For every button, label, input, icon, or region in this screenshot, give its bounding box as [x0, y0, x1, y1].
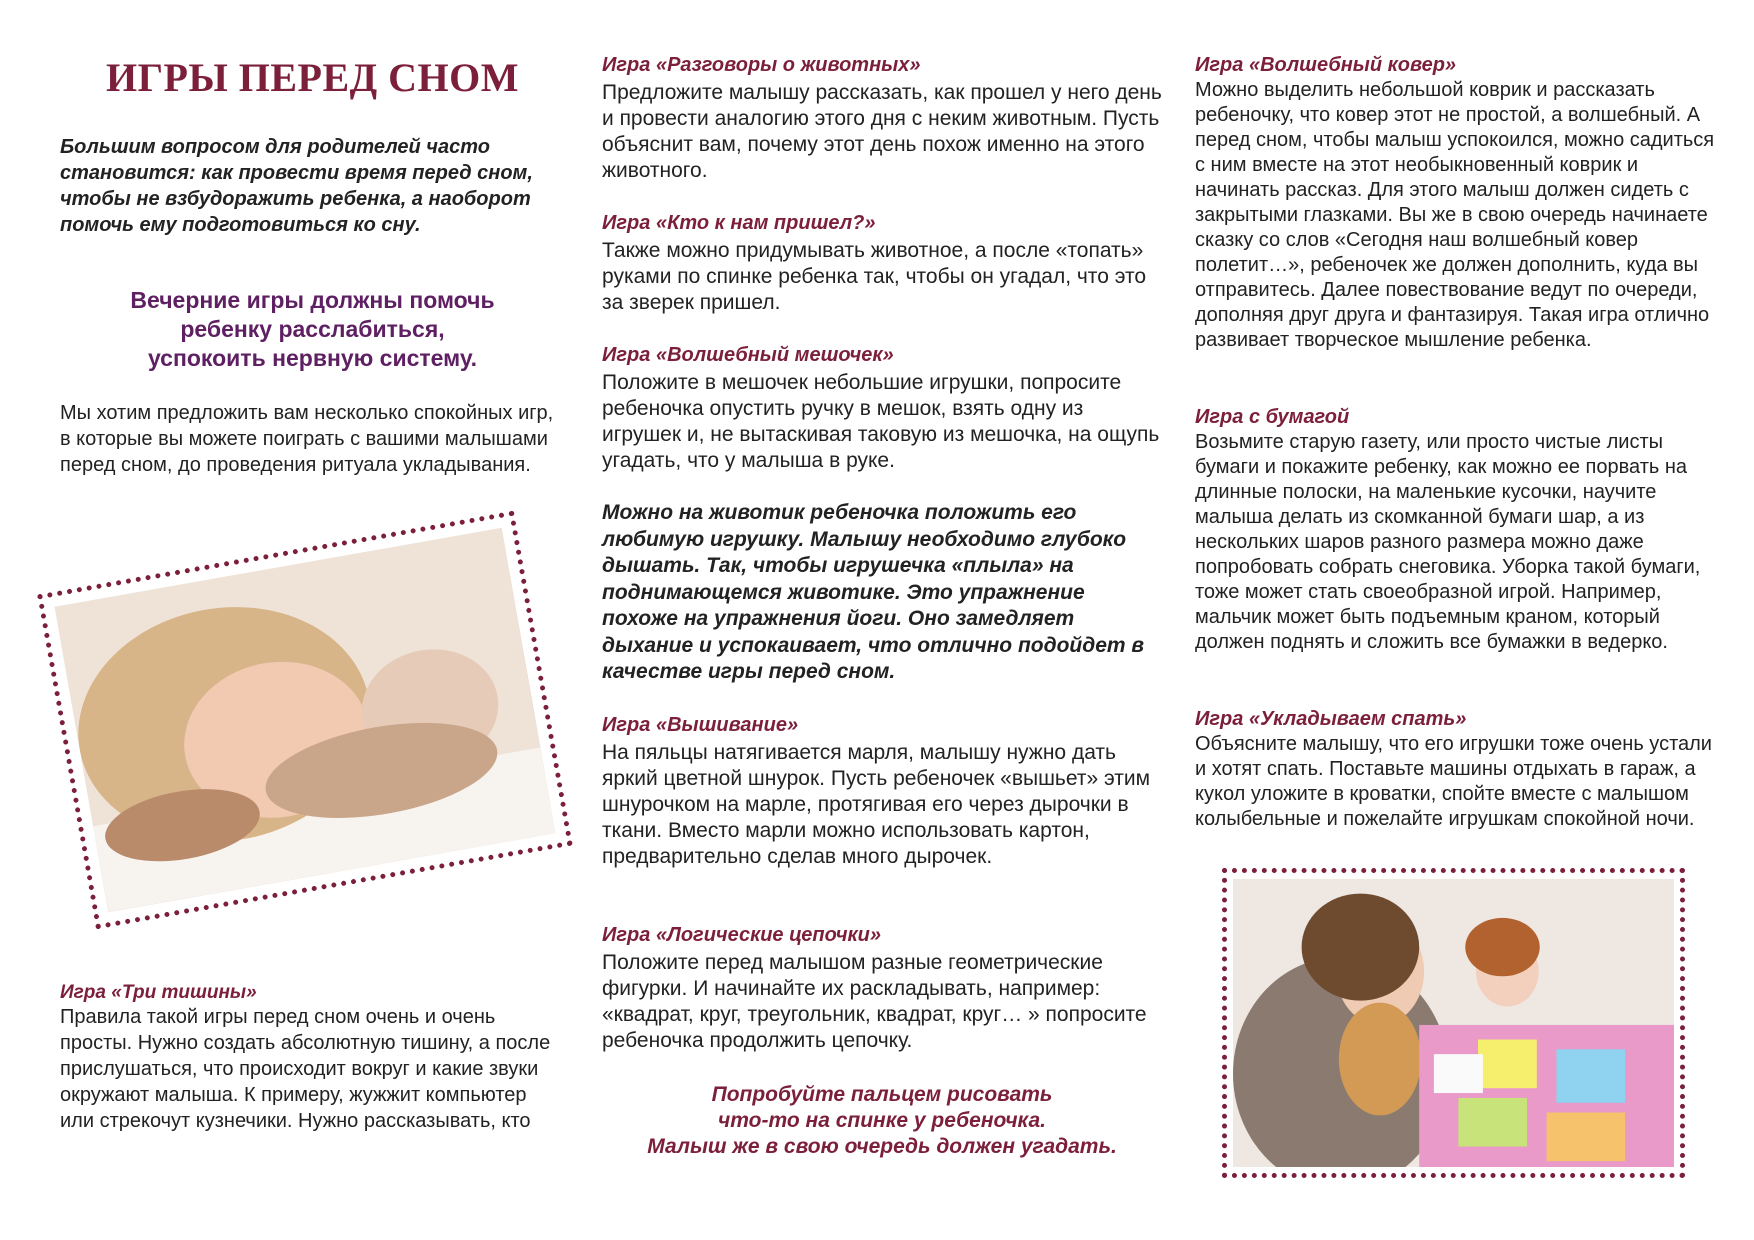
game-animals-body: Предложите малышу рассказать, как прошел у него день и провести аналогию этого дня с неким животным. Пусть объяснит вам, почему этот день похож именно на этого животного. — [602, 81, 1162, 182]
offer-paragraph: Мы хотим предложить вам несколько спокойных игр, в которые вы можете поиграть с вашими малышами перед сном, до проведения ритуала укладывания. — [60, 402, 554, 476]
game-paper-heading: Игра с бумагой — [1195, 406, 1350, 428]
finger-drawing-line-3: Малыш же в свою очередь должен угадать. — [647, 1135, 1117, 1158]
game-who-came-body: Также можно придумывать животное, а после «топать» руками по спинке ребенка так, чтобы он угадал, что это за зверек пришел. — [602, 239, 1147, 314]
game-bag-heading: Игра «Волшебный мешочек» — [602, 344, 894, 366]
accent-line-1: Вечерние игры должны помочь — [130, 287, 495, 313]
game-sleep-heading: Игра «Укладываем спать» — [1195, 708, 1467, 730]
page-title: ИГРЫ ПЕРЕД СНОМ — [105, 55, 520, 100]
game-three-silences-body: Правила такой игры перед сном очень и очень просты. Нужно создать абсолютную тишину, а после прислушаться, что происходит вокруг и какие звуки окружают малыша. К примеру, жужжит компьютер или стрекочут кузнечики. Нужно рассказывать, кто — [60, 1006, 551, 1132]
game-sleep-body: Объясните малышу, что его игрушки тоже очень устали и хотят спать. Поставьте машины отдыхать в гараж, а кукол уложите в кроватки, спойте вместе с малышом колыбельные и пожелайте игрушкам спокойной ночи. — [1195, 733, 1712, 830]
mother-child-photo — [1222, 868, 1685, 1178]
game-bag-body: Положите в мешочек небольшие игрушки, попросите ребеночка опустить ручку в мешок, взять одну из игрушек и, не вытаскивая таковую из мешочка, на ощупь угадать, что у малыша в руке. — [602, 371, 1160, 472]
game-three-silences-heading: Игра «Три тишины» — [60, 982, 257, 1003]
tummy-breathing-note: Можно на животик ребеночка положить его любимую игрушку. Малышу необходимо глубоко дышать. Так, чтобы игрушечка «плыла» на поднимающемся животике. Это упражнение похоже на упражнения йоги. Оно замедляет дыхание и успокаивает, что отлично подойдет в качестве игры перед сном. — [602, 501, 1145, 683]
finger-drawing-line-1: Попробуйте пальцем рисовать — [711, 1083, 1053, 1106]
intro-paragraph: Большим вопросом для родителей часто становится: как провести время перед сном, чтобы не взбудоражить ребенка, а наоборот помочь ему подготовиться ко сну. — [60, 136, 533, 236]
finger-drawing-line-2: что-то на спинке у ребеночка. — [718, 1109, 1046, 1132]
finger-drawing-note — [602, 1082, 1162, 1160]
game-animals-heading: Игра «Разговоры о животных» — [602, 54, 921, 76]
game-chains-body: Положите перед малышом разные геометрические фигурки. И начинайте их раскладывать, например: «квадрат, круг, треугольник, квадрат, круг… » попросите ребеночка продолжить цепочку. — [602, 951, 1147, 1052]
game-paper-body: Возьмите старую газету, или просто чистые листы бумаги и покажите ребенку, как можно ее порвать на длинные полоски, на маленькие кусочки, научите малыша делать из скомканной бумаги шар, а из нескольких шаров разного размера можно даже попробовать собрать снеговика. Уборка такой бумаги, тоже может стать своеобразной игрой. Например, мальчик может быть подъемным краном, который должен поднять и сложить все бумажки в ведерко. — [1195, 431, 1701, 653]
game-chains-heading: Игра «Логические цепочки» — [602, 924, 881, 946]
sleeping-child-photo-frame — [45, 528, 565, 914]
accent-line-2: ребенку расслабиться, — [180, 316, 445, 342]
game-embroidery-heading: Игра «Вышивание» — [602, 714, 799, 736]
game-who-came-heading: Игра «Кто к нам пришел?» — [602, 212, 876, 234]
accent-line-3: успокоить нервную систему. — [147, 345, 478, 371]
game-carpet-heading: Игра «Волшебный ковер» — [1195, 54, 1457, 76]
game-carpet-body: Можно выделить небольшой коврик и рассказать ребеночку, что ковер этот не простой, а волшебный. А перед сном, чтобы малыш успокоился, можно садиться с ним вместе на этот необыкновенный коврик и начинать рассказ. Для этого малыш должен сидеть с закрытыми глазками. Вы же в свою очередь начинаете сказку со слов «Сегодня наш волшебный ковер полетит…», ребеночек же должен дополнить, куда вы отправитесь. Далее повествование ведут по очереди, дополняя друг друга и фантазируя. Такая игра отлично развивает творческое мышление ребенка. — [1195, 79, 1715, 351]
sleeping-child-photo — [37, 511, 573, 930]
game-embroidery-body: На пяльцы натягивается марля, малышу нужно дать яркий цветной шнурок. Пусть ребеночек «вышьет» этим шнурочком на марле, протягивая его через дырочки в ткани. Вместо марли можно использовать картон, предварительно сделав много дырочек. — [602, 741, 1151, 868]
accent-quote — [60, 286, 565, 373]
